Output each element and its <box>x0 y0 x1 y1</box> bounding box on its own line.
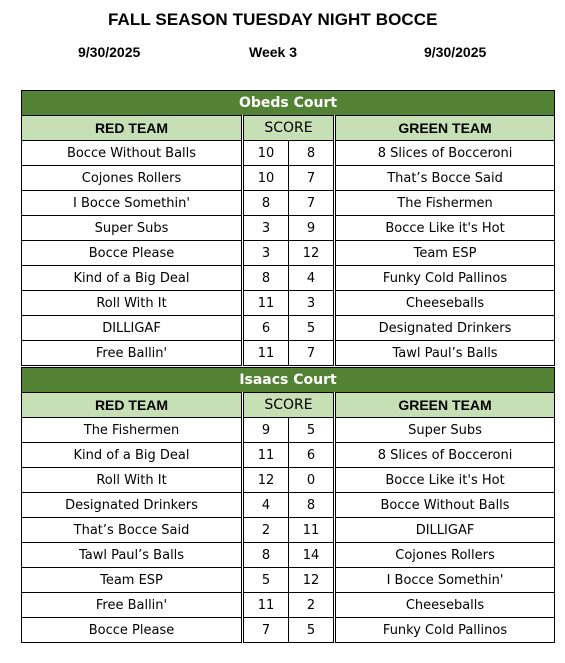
red-team-name: The Fishermen <box>22 418 243 443</box>
match-row <box>22 618 555 643</box>
red-score: 11 <box>243 443 289 468</box>
green-team-name: Designated Drinkers <box>335 316 555 341</box>
red-team-name: Kind of a Big Deal <box>22 266 243 291</box>
green-team-name: Funky Cold Pallinos <box>335 618 555 643</box>
green-score: 8 <box>289 493 335 518</box>
match-row <box>22 518 555 543</box>
green-team-name: Funky Cold Pallinos <box>335 266 555 291</box>
match-row <box>22 141 555 166</box>
match-row <box>22 468 555 493</box>
red-team-name: Team ESP <box>22 568 243 593</box>
green-score: 12 <box>289 241 335 266</box>
red-score: 2 <box>243 518 289 543</box>
green-team-name: That’s Bocce Said <box>335 166 555 191</box>
red-score: 11 <box>243 291 289 316</box>
column-header-row <box>22 116 555 141</box>
red-team-name: Designated Drinkers <box>22 493 243 518</box>
page-title: FALL SEASON TUESDAY NIGHT BOCCE <box>108 10 438 29</box>
red-team-name: Free Ballin' <box>22 593 243 618</box>
red-score: 8 <box>243 543 289 568</box>
red-team-name: Super Subs <box>22 216 243 241</box>
match-row <box>22 593 555 618</box>
score-header: SCORE <box>243 116 335 141</box>
court-name: Isaacs Court <box>22 368 555 393</box>
green-score: 0 <box>289 468 335 493</box>
red-score: 9 <box>243 418 289 443</box>
column-header-row <box>22 393 555 418</box>
court-name: Obeds Court <box>22 91 555 116</box>
red-team-name: Roll With It <box>22 468 243 493</box>
green-team-name: Tawl Paul’s Balls <box>335 341 555 366</box>
green-score: 5 <box>289 418 335 443</box>
red-team-name: Bocce Without Balls <box>22 141 243 166</box>
match-row <box>22 568 555 593</box>
green-score: 7 <box>289 341 335 366</box>
red-score: 7 <box>243 618 289 643</box>
green-team-name: The Fishermen <box>335 191 555 216</box>
red-team-name: Free Ballin' <box>22 341 243 366</box>
court-header-row <box>22 91 555 116</box>
green-score: 3 <box>289 291 335 316</box>
green-score: 14 <box>289 543 335 568</box>
green-team-name: Bocce Without Balls <box>335 493 555 518</box>
match-row <box>22 341 555 366</box>
red-score: 11 <box>243 341 289 366</box>
red-team-name: Bocce Please <box>22 618 243 643</box>
green-team-header: GREEN TEAM <box>335 116 555 141</box>
match-row <box>22 291 555 316</box>
red-score: 6 <box>243 316 289 341</box>
red-score: 3 <box>243 216 289 241</box>
green-score: 5 <box>289 316 335 341</box>
red-score: 10 <box>243 141 289 166</box>
isaacs-court-table <box>21 367 555 643</box>
green-team-name: Team ESP <box>335 241 555 266</box>
match-row <box>22 543 555 568</box>
red-team-name: DILLIGAF <box>22 316 243 341</box>
date-right: 9/30/2025 <box>424 44 487 60</box>
green-score: 7 <box>289 166 335 191</box>
red-team-name: Tawl Paul’s Balls <box>22 543 243 568</box>
green-score: 5 <box>289 618 335 643</box>
obeds-court-table <box>21 90 555 366</box>
red-score: 4 <box>243 493 289 518</box>
red-team-header: RED TEAM <box>22 393 243 418</box>
green-score: 9 <box>289 216 335 241</box>
red-team-name: Roll With It <box>22 291 243 316</box>
red-team-name: That’s Bocce Said <box>22 518 243 543</box>
red-team-name: Bocce Please <box>22 241 243 266</box>
red-score: 12 <box>243 468 289 493</box>
red-score: 5 <box>243 568 289 593</box>
score-header: SCORE <box>243 393 335 418</box>
red-score: 3 <box>243 241 289 266</box>
green-score: 4 <box>289 266 335 291</box>
match-row <box>22 191 555 216</box>
red-team-name: Kind of a Big Deal <box>22 443 243 468</box>
green-score: 12 <box>289 568 335 593</box>
week-label: Week 3 <box>249 44 297 60</box>
green-score: 7 <box>289 191 335 216</box>
red-team-name: I Bocce Somethin' <box>22 191 243 216</box>
date-left: 9/30/2025 <box>78 44 141 60</box>
green-team-name: Cheeseballs <box>335 291 555 316</box>
green-score: 6 <box>289 443 335 468</box>
green-score: 2 <box>289 593 335 618</box>
green-team-name: Bocce Like it's Hot <box>335 216 555 241</box>
red-score: 10 <box>243 166 289 191</box>
match-row <box>22 316 555 341</box>
green-team-name: Super Subs <box>335 418 555 443</box>
red-score: 8 <box>243 191 289 216</box>
court-header-row <box>22 368 555 393</box>
green-team-name: I Bocce Somethin' <box>335 568 555 593</box>
red-score: 11 <box>243 593 289 618</box>
green-team-name: Cojones Rollers <box>335 543 555 568</box>
match-row <box>22 266 555 291</box>
green-team-header: GREEN TEAM <box>335 393 555 418</box>
green-score: 11 <box>289 518 335 543</box>
red-team-name: Cojones Rollers <box>22 166 243 191</box>
match-row <box>22 216 555 241</box>
match-row <box>22 166 555 191</box>
match-row <box>22 493 555 518</box>
green-team-name: Bocce Like it's Hot <box>335 468 555 493</box>
match-row <box>22 241 555 266</box>
green-score: 8 <box>289 141 335 166</box>
green-team-name: DILLIGAF <box>335 518 555 543</box>
match-row <box>22 418 555 443</box>
green-team-name: 8 Slices of Bocceroni <box>335 141 555 166</box>
red-team-header: RED TEAM <box>22 116 243 141</box>
green-team-name: Cheeseballs <box>335 593 555 618</box>
red-score: 8 <box>243 266 289 291</box>
match-row <box>22 443 555 468</box>
green-team-name: 8 Slices of Bocceroni <box>335 443 555 468</box>
